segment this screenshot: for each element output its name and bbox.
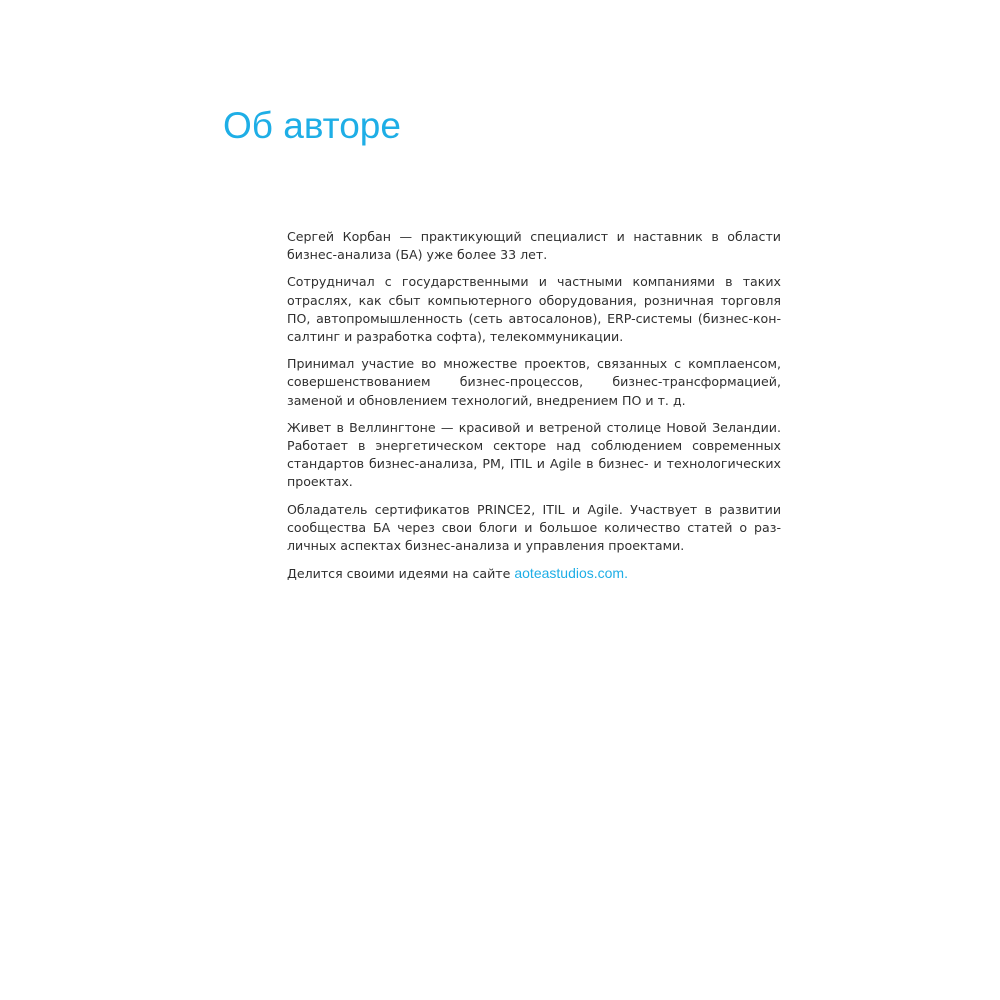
page-title: Об авторе (223, 105, 401, 146)
bio-paragraph-location: Живет в Веллингтоне — красивой и ветреной столице Новой Зеландии. Работает в энергетическом секторе над соблюдением современных стандартов бизнес-анализа, PM, ITIL и Agile в бизнес- и технологических проектах. (287, 419, 781, 490)
bio-paragraph-website (287, 564, 781, 583)
website-prefix: Делится своими идеями на сайте (287, 566, 515, 582)
author-bio (287, 228, 781, 592)
bio-paragraph-experience: Сергей Корбан — практикующий специалист и наставник в области бизнес-анализа (БА) уже более 33 лет. (287, 229, 781, 263)
bio-paragraph-certificates: Обладатель сертификатов PRINCE2, ITIL и Agile. Участвует в развитии сообщества БА через свои блоги и большое количество статей о различных аспектах бизнес-анализа и управления проектами. (287, 501, 781, 554)
website-suffix: . (624, 565, 628, 582)
website-link[interactable]: aoteastudios.com (514, 565, 625, 582)
bio-paragraph-industries: Сотрудничал с государственными и частными компаниями в таких отраслях, как сбыт компьютерного оборудования, розничная торговля ПО, автопромышленность (сеть автосалонов), ERP-системы (бизнес-консалтинг и разработка софта), телекоммуникации. (287, 274, 781, 345)
bio-paragraph-projects: Принимал участие во множестве проектов, связанных с комплаенсом, совершенствованием бизнес-процессов, бизнес-трансформацией, заменой и обновлением технологий, внедрением ПО и т. д. (287, 356, 781, 408)
